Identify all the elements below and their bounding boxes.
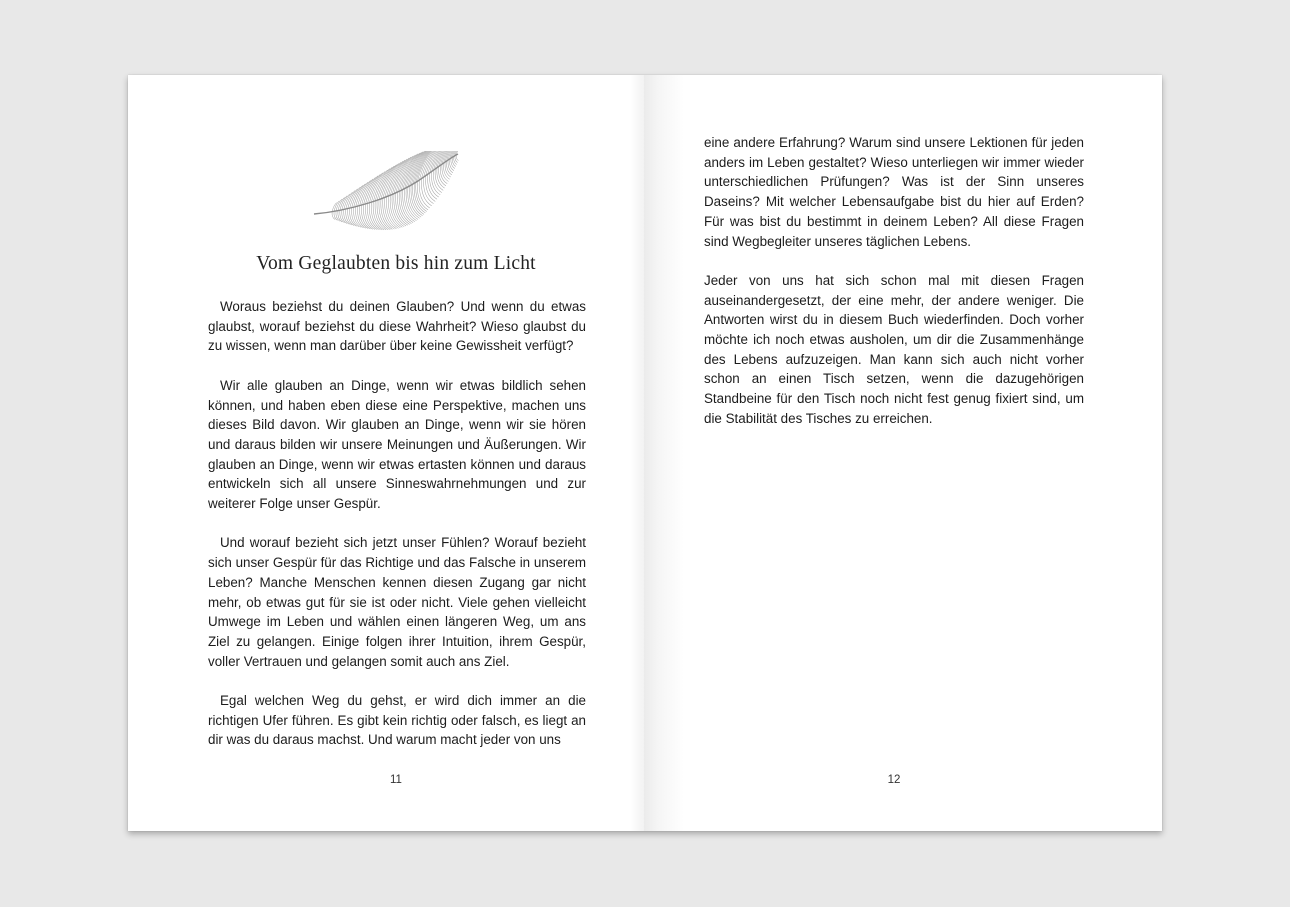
left-page — [128, 75, 644, 831]
paragraph: Egal welchen Weg du gehst, er wird dich immer an die richtigen Ufer führen. Es gibt kein richtig oder falsch, es liegt an dir was du daraus machst. Und warum macht jeder von uns — [208, 693, 586, 748]
paragraph: Wir alle glauben an Dinge, wenn wir etwas bildlich sehen können, und haben eben diese eine Perspektive, machen uns dieses Bild davon. Wir glauben an Dinge, wenn wir sie hören und daraus bilden wir unsere Meinungen und Äußerungen. Wir glauben an Dinge, wenn wir etwas ertasten können und daraus entwickeln sich all unsere Sinneswahrnehmungen und zur weiterer Folge unser Gespür. — [208, 377, 586, 512]
paragraph: Woraus beziehst du deinen Glauben? Und wenn du etwas glaubst, worauf beziehst du diese Wahrheit? Wieso glaubst du zu wissen, wenn man darüber über keine Gewissheit verfügt? — [208, 299, 586, 354]
left-page-text — [208, 297, 586, 770]
page-number: 12 — [887, 774, 901, 786]
right-page — [644, 75, 1162, 831]
paragraph: Und worauf bezieht sich jetzt unser Fühlen? Worauf bezieht sich unser Gespür für das Richtige und das Falsche in unserem Leben? Manche Menschen kennen diesen Zugang gar nicht mehr, ob etwas gut für sie ist oder nicht. Viele gehen vielleicht Umwege im Leben und wählen einen längeren Weg, um ans Ziel zu gelangen. Einige folgen ihrer Intuition, ihrem Gespür, voller Vertrauen und gelangen somit auch ans Ziel. — [208, 535, 586, 669]
page-number: 11 — [390, 774, 402, 786]
chapter-title: Vom Geglaubten bis hin zum Licht — [256, 253, 536, 274]
paragraph: Jeder von uns hat sich schon mal mit diesen Fragen auseinandergesetzt, der eine mehr, der andere weniger. Die Antworten wirst du in diesem Buch wiederfinden. Doch vorher möchte ich noch etwas ausholen, um dir die Zusammenhänge des Lebens aufzuzeigen. Man kann sich auch nicht vorher schon an einen Tisch setzen, wenn die dazugehörigen Standbeine für den Tisch noch nicht fest genug fixiert sind, um die Stabilität des Tisches zu erreichen. — [704, 272, 1084, 426]
feather-icon — [308, 151, 468, 247]
right-page-text — [704, 133, 1084, 448]
book-spread — [128, 75, 1162, 831]
paragraph: eine andere Erfahrung? Warum sind unsere Lektionen für jeden anders im Leben gestaltet? Wieso unterliegen wir immer wieder unterschiedlichen Prüfungen? Was ist der Sinn unseres Daseins? Mit welcher Lebensaufgabe bist du hier auf Erden? Für was bist du bestimmt in deinem Leben? All diese Fragen sind Wegbegleiter unseres täglichen Lebens. — [704, 135, 1084, 249]
